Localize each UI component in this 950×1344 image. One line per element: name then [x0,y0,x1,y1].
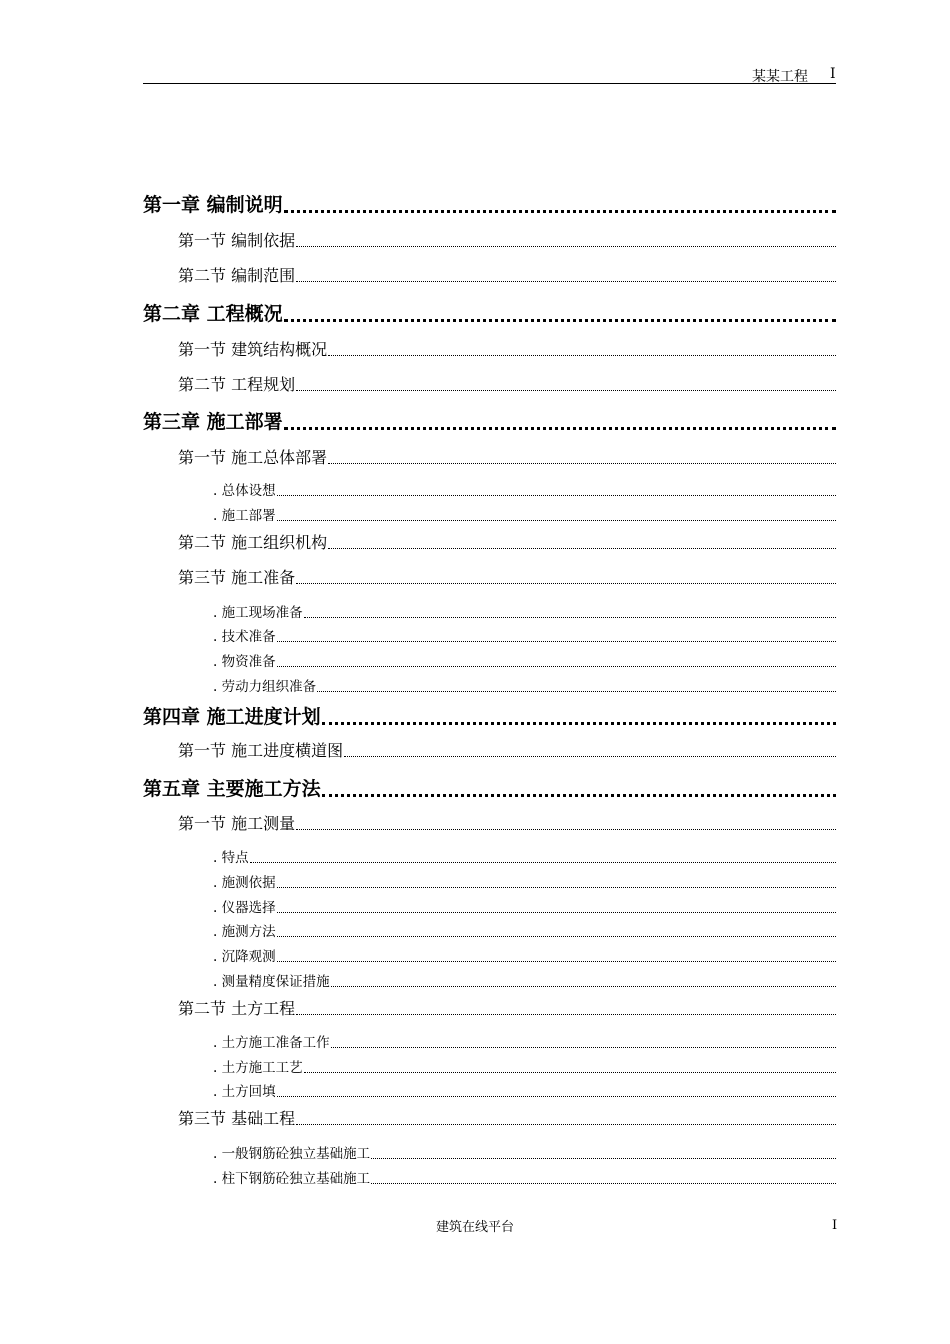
toc-section[interactable] [178,265,836,287]
toc-entry-label: 第一节 施工测量 [178,814,296,833]
dot-leader [296,246,836,247]
dot-leader [371,1183,836,1184]
dot-leader [317,691,836,692]
toc-entry-label: . 测量精度保证措施 [213,974,330,990]
toc-entry-label: . 总体设想 [213,483,276,499]
toc-entry-label: 第二节 编制范围 [178,266,296,285]
toc-entry-label: . 物资准备 [213,654,276,670]
toc-entry-label: . 土方施工准备工作 [213,1035,330,1051]
toc-entry-label: 第二节 工程规划 [178,375,296,394]
header-title: 某某工程 [752,69,808,85]
toc-subsection[interactable] [213,678,836,696]
dot-leader [277,912,836,913]
toc-subsection[interactable] [213,1170,836,1188]
toc-entry-label: 第二节 土方工程 [178,999,296,1018]
toc-subsection[interactable] [213,482,836,500]
toc-section[interactable] [178,230,836,252]
toc-section[interactable] [178,447,836,469]
toc-section[interactable] [178,567,836,589]
toc-subsection[interactable] [213,507,836,525]
toc-subsection[interactable] [213,1059,836,1077]
dot-leader [277,666,836,667]
toc-entry-label: 第一章 编制说明 [143,194,283,216]
toc-entry-label: 第三节 基础工程 [178,1109,296,1128]
toc-chapter[interactable] [143,302,836,326]
dot-leader [277,1096,836,1097]
toc-entry-label: 第三章 施工部署 [143,411,283,433]
toc-chapter[interactable] [143,193,836,217]
toc-entry-label: . 仪器选择 [213,900,276,916]
dot-leader [322,722,836,725]
toc-section[interactable] [178,1108,836,1130]
toc-subsection[interactable] [213,874,836,892]
toc-subsection[interactable] [213,604,836,622]
toc-entry-label: 第四章 施工进度计划 [143,706,321,728]
toc-section[interactable] [178,740,836,762]
toc-subsection[interactable] [213,849,836,867]
dot-leader [277,936,836,937]
dot-leader [250,862,836,863]
toc-entry-label: . 施工部署 [213,508,276,524]
dot-leader [322,794,836,797]
toc-subsection[interactable] [213,1034,836,1052]
toc-subsection[interactable] [213,923,836,941]
toc-subsection[interactable] [213,1083,836,1101]
toc-entry-label: 第三节 施工准备 [178,568,296,587]
dot-leader [304,617,836,618]
header-rule [143,83,836,84]
header-page-number: I [830,66,836,82]
dot-leader [328,463,836,464]
dot-leader [284,210,836,213]
toc-subsection[interactable] [213,653,836,671]
toc-entry-label: 第二章 工程概况 [143,303,283,325]
toc-subsection[interactable] [213,1145,836,1163]
toc-entry-label: 第五章 主要施工方法 [143,778,321,800]
toc-section[interactable] [178,532,836,554]
dot-leader [371,1158,836,1159]
dot-leader [304,1072,836,1073]
toc-subsection[interactable] [213,899,836,917]
toc-entry-label: . 技术准备 [213,629,276,645]
toc-entry-label: 第一节 编制依据 [178,231,296,250]
toc-entry-label: 第一节 建筑结构概况 [178,340,328,359]
dot-leader [296,1124,836,1125]
toc-chapter[interactable] [143,410,836,434]
toc-section[interactable] [178,339,836,361]
dot-leader [277,520,836,521]
toc-subsection[interactable] [213,973,836,991]
toc-entry-label: . 柱下钢筋砼独立基础施工 [213,1171,371,1187]
toc-entry-label: . 一般钢筋砼独立基础施工 [213,1146,371,1162]
dot-leader [284,427,836,430]
dot-leader [284,319,836,322]
toc-entry-label: . 施测依据 [213,875,276,891]
dot-leader [296,583,836,584]
dot-leader [331,1047,836,1048]
toc-subsection[interactable] [213,948,836,966]
footer-text: 建筑在线平台 [435,1220,514,1235]
toc-subsection[interactable] [213,628,836,646]
toc-entry-label: . 劳动力组织准备 [213,679,317,695]
toc-entry-label: 第二节 施工组织机构 [178,533,328,552]
toc-section[interactable] [178,374,836,396]
dot-leader [344,756,836,757]
toc-section[interactable] [178,813,836,835]
dot-leader [328,355,836,356]
dot-leader [296,281,836,282]
toc-chapter[interactable] [143,777,836,801]
toc-section[interactable] [178,998,836,1020]
toc-entry-label: . 土方施工工艺 [213,1060,303,1076]
dot-leader [331,986,836,987]
toc-entry-label: 第一节 施工总体部署 [178,448,328,467]
dot-leader [277,961,836,962]
dot-leader [328,548,836,549]
toc-entry-label: . 施测方法 [213,924,276,940]
toc-entry-label: . 土方回填 [213,1084,276,1100]
toc-entry-label: 第一节 施工进度横道图 [178,741,344,760]
dot-leader [296,1014,836,1015]
toc-entry-label: . 特点 [213,850,249,866]
toc-chapter[interactable] [143,705,836,729]
dot-leader [277,495,836,496]
dot-leader [296,829,836,830]
toc-entry-label: . 沉降观测 [213,949,276,965]
dot-leader [296,390,836,391]
footer-page-number: I [832,1218,838,1233]
dot-leader [277,641,836,642]
toc-entry-label: . 施工现场准备 [213,605,303,621]
dot-leader [277,887,836,888]
